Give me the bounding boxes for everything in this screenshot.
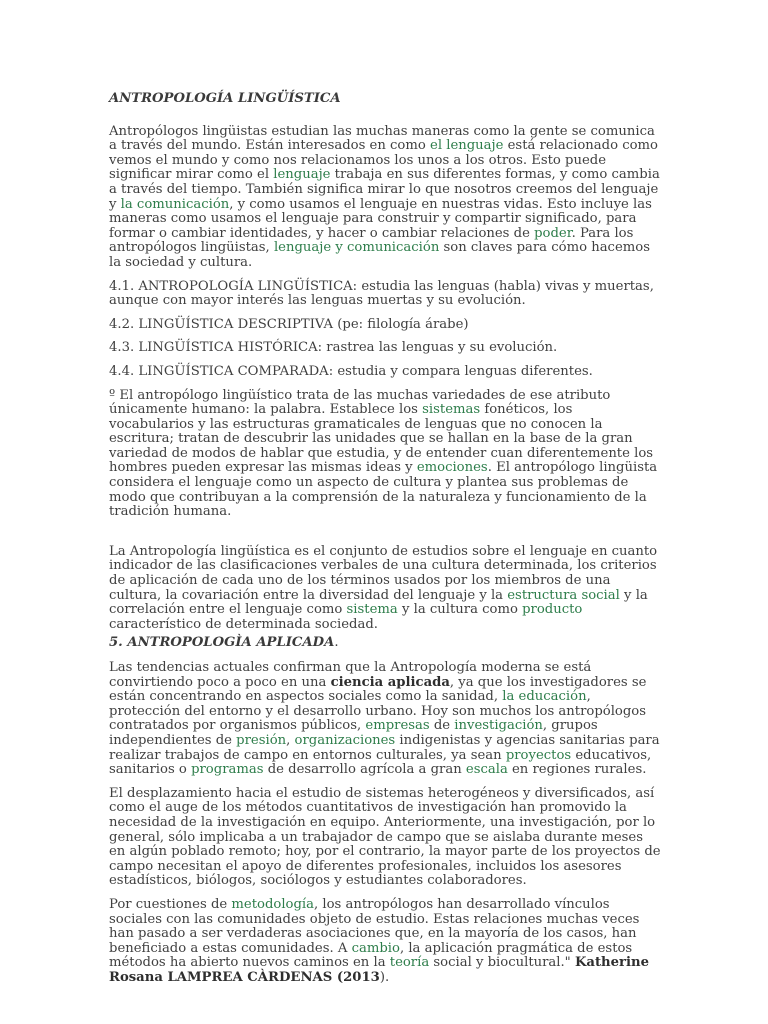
link-cambio[interactable]: cambio <box>351 940 400 956</box>
applied-paragraph <box>109 661 661 778</box>
text-span: , <box>286 732 295 748</box>
link-la-educacion[interactable]: la educación <box>502 689 587 705</box>
link-el-lenguaje[interactable]: el lenguaje <box>430 138 504 154</box>
text-span: . Para los antropólogos lingüistas, <box>109 225 634 256</box>
link-la-comunicacion[interactable]: la comunicación <box>120 196 230 212</box>
text-span: característico de determinada sociedad. <box>109 616 378 632</box>
link-proyectos[interactable]: proyectos <box>505 747 572 763</box>
text-span: , la aplicación pragmática de estos métodos ha abierto nuevos caminos en la <box>109 940 633 971</box>
link-estructura-social[interactable]: estructura social <box>507 587 620 603</box>
link-teoria[interactable]: teoría <box>389 955 430 971</box>
section-title-antropologia-linguistica: ANTROPOLOGÍA LINGÜÍSTICA <box>109 91 341 106</box>
list-item-4-4: 4.4. LINGÜÍSTICA COMPARADA: estudia y compara lenguas diferentes. <box>109 363 593 379</box>
link-producto[interactable]: producto <box>522 602 583 618</box>
link-escala[interactable]: escala <box>465 762 508 778</box>
spacer <box>109 529 661 545</box>
text-span: Por cuestiones de <box>109 896 232 912</box>
link-sistema[interactable]: sistema <box>346 602 398 618</box>
link-sistemas[interactable]: sistemas <box>422 402 481 418</box>
text-span: y la cultura como <box>397 602 523 618</box>
linguist-paragraph <box>109 389 661 520</box>
text-span: La Antropología lingüística es el conjunto de estudios sobre el lenguaje en cuanto indicador de las clasificaciones verbales de una cultura determinada, los criterios de aplicación de cada uno de los términos usados por los miembros de una cultura, la covariación entre la diversidad del lenguaje y la <box>109 543 658 603</box>
link-metodologia[interactable]: metodología <box>231 896 314 912</box>
link-empresas[interactable]: empresas <box>365 718 430 734</box>
document-page <box>109 92 661 994</box>
bold-ciencia-aplicada: ciencia aplicada <box>330 674 450 690</box>
section-title-antropologia-aplicada <box>109 636 661 651</box>
link-emociones[interactable]: emociones <box>416 460 488 476</box>
text-span: Las tendencias actuales confirman que la Antropología moderna se está convirtiendo poco a poco en una <box>109 660 592 690</box>
text-span: son claves para cómo hacemos la sociedad y cultura. <box>109 240 650 270</box>
link-programas[interactable]: programas <box>191 762 264 778</box>
text-span: Antropólogos lingüistas estudian las muchas maneras como la gente se comunica a través del mundo. Están interesados en como <box>109 123 655 154</box>
list-item-4-2: 4.2. LINGÜÍSTICA DESCRIPTIVA (pe: filología árabe) <box>109 316 469 332</box>
definition-paragraph <box>109 545 661 633</box>
link-investigacion[interactable]: investigación <box>454 718 543 734</box>
heading-text: 5. ANTROPOLOGÌA APLICADA <box>109 635 335 651</box>
intro-paragraph <box>109 125 661 271</box>
text-span: , los antropólogos han desarrollado vínculos sociales con las comunidades objeto de estudio. Estas relaciones muchas veces han pasado a ser verdaderas asociaciones que, en la mayoría de los casos, han beneficiado a estas comunidades. A <box>109 896 640 956</box>
text-span: en regiones rurales. <box>507 762 647 778</box>
text-span: y la correlación entre el lenguaje como <box>109 587 648 618</box>
text-span: educativos, sanitarios o <box>109 747 652 778</box>
text-span: trabaja en sus diferentes formas, y como cambia a través del tiempo. También significa mirar lo que nosotros creemos del lenguaje y <box>109 167 660 212</box>
link-presion[interactable]: presión <box>236 732 287 748</box>
link-lenguaje-y-comunicacion[interactable]: lenguaje y comunicación <box>273 240 440 256</box>
text-span: , protección del entorno y el desarrollo urbano. Hoy son muchos los antropólogos contratados por organismos públicos, <box>109 689 647 734</box>
text-span: . El antropólogo lingüista considera el lenguaje como un aspecto de cultura y plantea sus problemas de modo que contribuyan a la comprensión de la naturaleza y funcionamiento de la tradición humana. <box>109 460 658 520</box>
text-span: , ya que los investigadores se están concentrando en aspectos sociales como la sanidad, <box>109 674 647 705</box>
text-span: ). <box>379 969 390 985</box>
list-item-4-1: 4.1. ANTROPOLOGÍA LINGÜÍSTICA: estudia las lenguas (habla) vivas y muertas, aunque con mayor interés las lenguas muertas y su evolución. <box>109 278 654 309</box>
research-paragraph: El desplazamiento hacia el estudio de sistemas heterogéneos y diversificados, así como el auge de los métodos cuantitativos de investigación han promovido la necesidad de la investigación en equipo. Anteriormente, una investigación, por lo general, sólo implicaba a un trabajador de campo que se aislaba durante meses en algún poblado remoto; hoy, por el contrario, la mayor parte de los proyectos de campo necesitan el apoyo de diferentes profesionales, incluidos los asesores estadísticos, biólogos, sociólogos y estudiantes colaboradores. <box>109 785 661 889</box>
text-span: indigenistas y agencias sanitarias para realizar trabajos de campo en entornos culturales, ya sean <box>109 732 660 763</box>
link-lenguaje[interactable]: lenguaje <box>273 167 331 183</box>
link-poder[interactable]: poder <box>534 225 572 241</box>
text-span: fonéticos, los vocabularios y las estructuras gramaticales de lenguas que no conocen la escritura; tratan de descubrir las unidades que se hallan en la base de la gran variedad de modos de hablar que estudia, y de entender cuan diferentemente los hombres pueden expresar las mismas ideas y <box>109 402 654 476</box>
text-span: , grupos independientes de <box>109 718 598 748</box>
text-span: de <box>429 718 455 734</box>
author-citation: Katherine Rosana LAMPREA CÀRDENAS (2013 <box>109 955 649 985</box>
link-organizaciones[interactable]: organizaciones <box>294 732 396 748</box>
methodology-paragraph <box>109 898 661 986</box>
list-item-4-3: 4.3. LINGÜÍSTICA HISTÓRICA: rastrea las lenguas y su evolución. <box>109 340 558 356</box>
text-span: está relacionado como vemos el mundo y como nos relacionamos los unos a los otros. Esto puede significar mirar como el <box>109 138 658 183</box>
text-span: de desarrollo agrícola a gran <box>263 762 466 778</box>
text-span: , y como usamos el lenguaje en nuestras vidas. Esto incluye las maneras como usamos el lenguaje para construir y compartir significado, para formar o cambiar identidades, y hacer o cambiar relaciones de <box>109 196 652 241</box>
heading-period: . <box>334 635 339 651</box>
text-span: social y biocultural." <box>429 955 575 971</box>
text-span: º El antropólogo lingüístico trata de las muchas variedades de ese atributo únicamente humano: la palabra. Establece los <box>109 387 611 418</box>
